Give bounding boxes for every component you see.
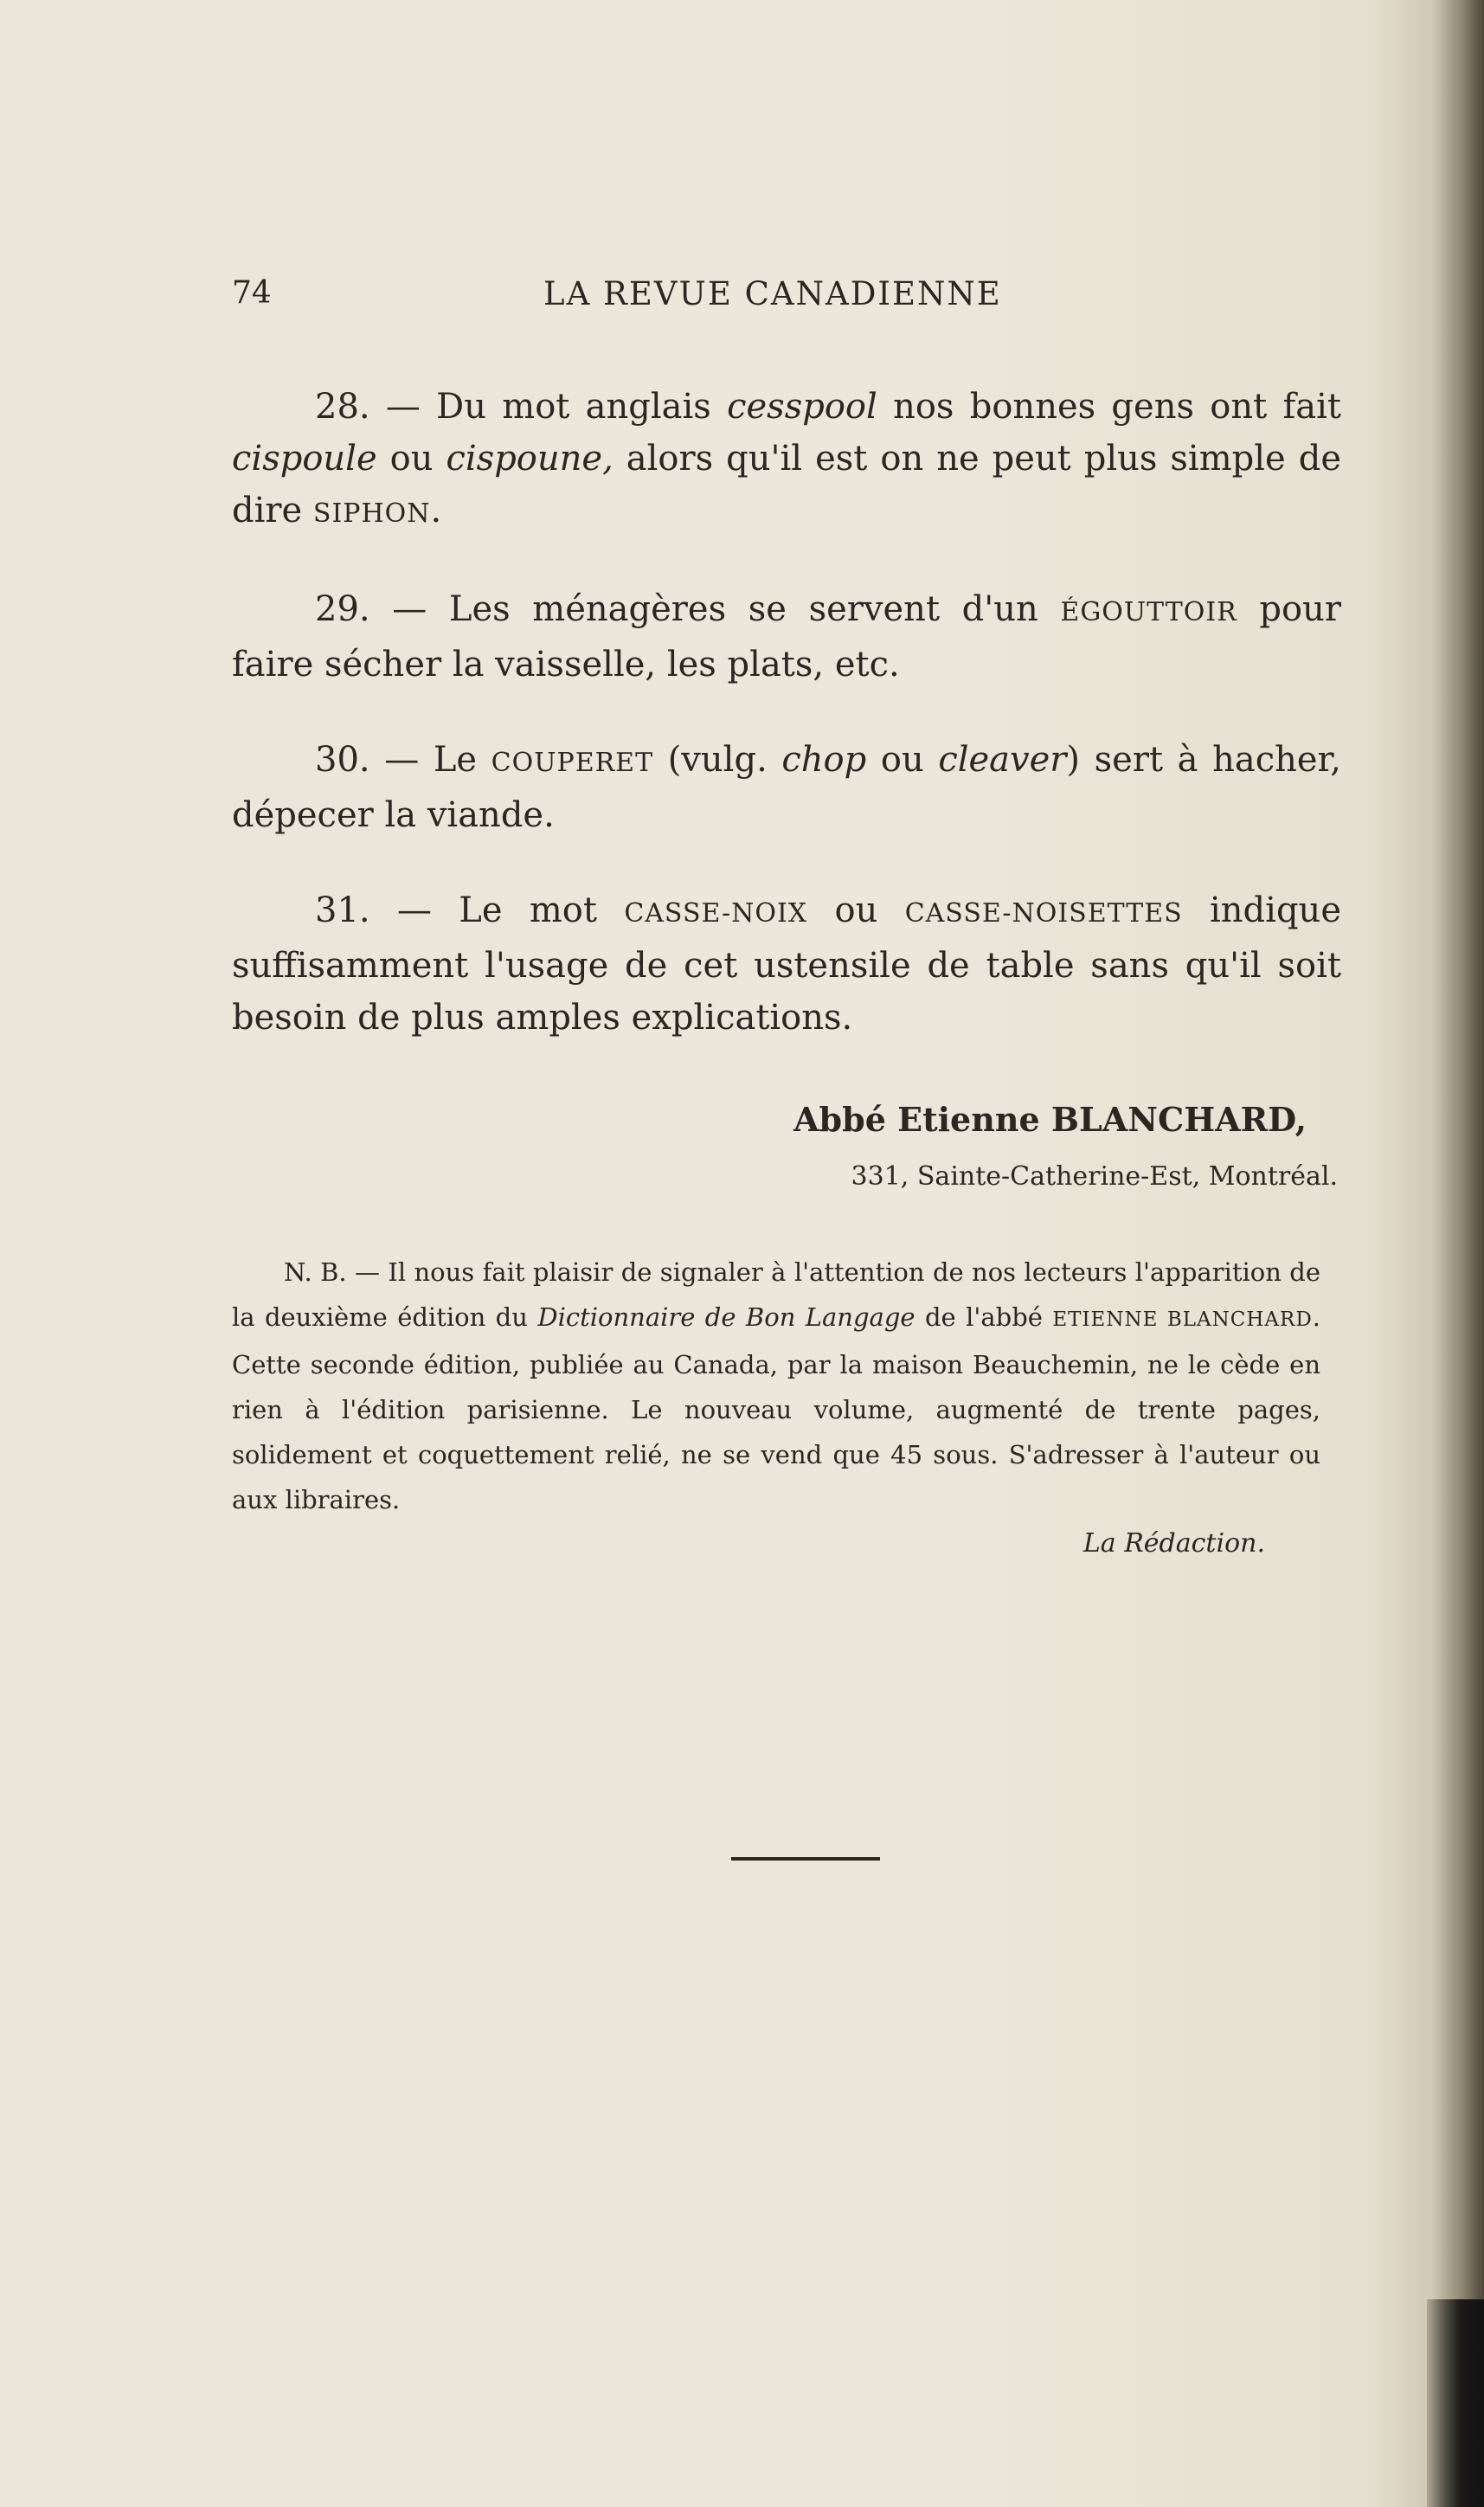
page-header xyxy=(232,275,1339,318)
entry-28: 28. — Du mot anglais cesspool nos bonnes gens ont fait cispoule ou cispoune, alors qu'il est on ne peut plus simple de dire SIPHON. xyxy=(232,387,1342,530)
running-head: LA REVUE CANADIENNE xyxy=(543,275,1002,312)
editorial-credit: La Rédaction. xyxy=(1082,1528,1265,1559)
page-edge-shadow xyxy=(1432,0,1484,2507)
entry-29: 29. — Les ménagères se servent d'un ÉGOUTTOIR pour faire sécher la vaisselle, les plats, etc. xyxy=(232,589,1341,685)
page-edge-dark-corner xyxy=(1427,2299,1484,2507)
page-number: 74 xyxy=(232,275,272,311)
page-body xyxy=(232,381,1341,1565)
editorial-note: N. B. — Il nous fait plaisir de signaler à l'attention de nos lecteurs l'apparition de la deuxième édition du Dictionnaire de Bon Langage de l'abbé ETIENNE BLANCHARD. Cette seconde édition, publiée au Canada, par la maison Beauchemin, ne le cède en rien à l'édition parisienne. Le nouveau volume, augmenté de trente pages, solidement et coquettement relié, ne se vend que 45 sous. S'adresser à l'auteur ou aux libraires. xyxy=(232,1257,1320,1514)
author-address: 331, Sainte-Catherine-Est, Montréal. xyxy=(851,1161,1338,1192)
entry-30: 30. — Le COUPERET (vulg. chop ou cleaver) sert à hacher, dépecer la viande. xyxy=(232,740,1341,835)
closing-rule xyxy=(731,1857,880,1861)
author-signature: Abbé Etienne BLANCHARD, xyxy=(793,1100,1307,1139)
entry-31: 31. — Le mot CASSE-NOIX ou CASSE-NOISETTES indique suffisamment l'usage de cet ustensile de table sans qu'il soit besoin de plus amples explications. xyxy=(232,890,1341,1038)
